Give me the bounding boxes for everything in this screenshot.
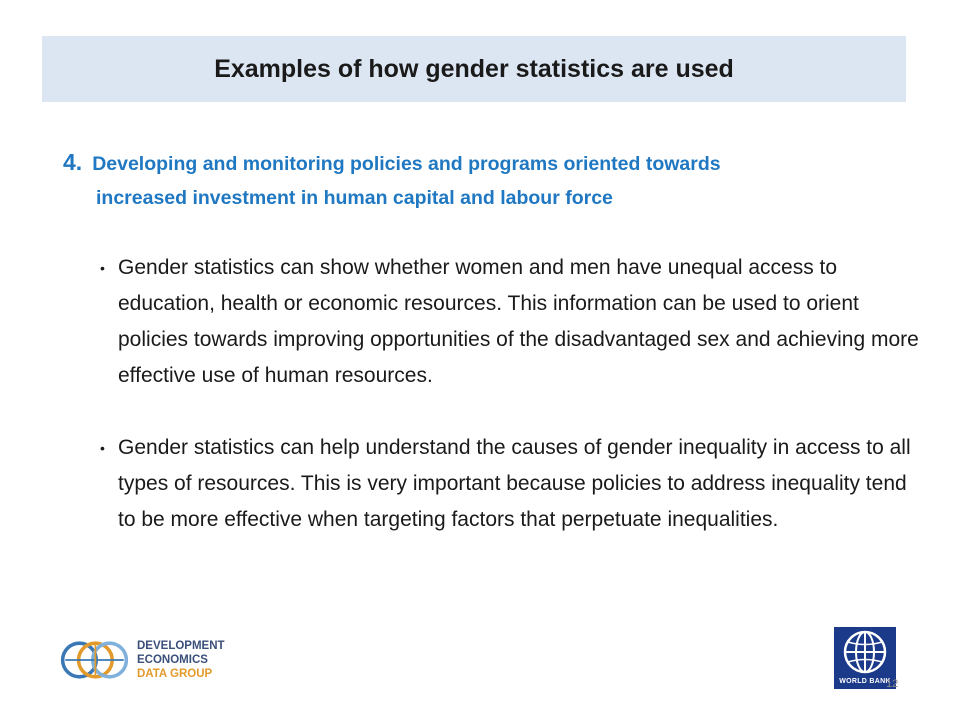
development-economics-logo	[60, 630, 280, 690]
logo-text-line2: DATA GROUP	[137, 668, 213, 680]
bullet-icon: •	[100, 440, 105, 456]
bullet-icon: •	[100, 260, 105, 276]
logo-text-line1: DEVELOPMENT ECONOMICS	[137, 640, 225, 666]
world-bank-label: WORLD BANK	[839, 678, 891, 685]
globe-rings-icon	[60, 635, 129, 685]
section-heading	[63, 145, 943, 215]
slide-title: Examples of how gender statistics are used	[214, 54, 734, 83]
development-economics-logo-text	[137, 639, 280, 681]
bullet-text: Gender statistics can help understand the causes of gender inequality in access to all types of resources. This is very important because policies to address inequality tend to be more effective when targeting factors that perpetuate inequalities.	[118, 436, 911, 531]
world-globe-icon	[840, 627, 890, 677]
section-number: 4.	[63, 149, 83, 175]
bullet-text: Gender statistics can show whether women and men have unequal access to education, health or economic resources. This information can be used to orient policies towards improving opportunities of the disadvantaged sex and achieving more effective use of human resources.	[118, 256, 919, 387]
page-number: 12	[886, 678, 899, 690]
bullet-list	[100, 250, 920, 538]
bullet-item	[100, 250, 920, 394]
section-heading-line2: increased investment in human capital and labour force	[96, 187, 613, 209]
title-band	[42, 36, 906, 102]
bullet-item	[100, 430, 920, 538]
section-heading-line1: Developing and monitoring policies and programs oriented towards	[92, 153, 721, 175]
